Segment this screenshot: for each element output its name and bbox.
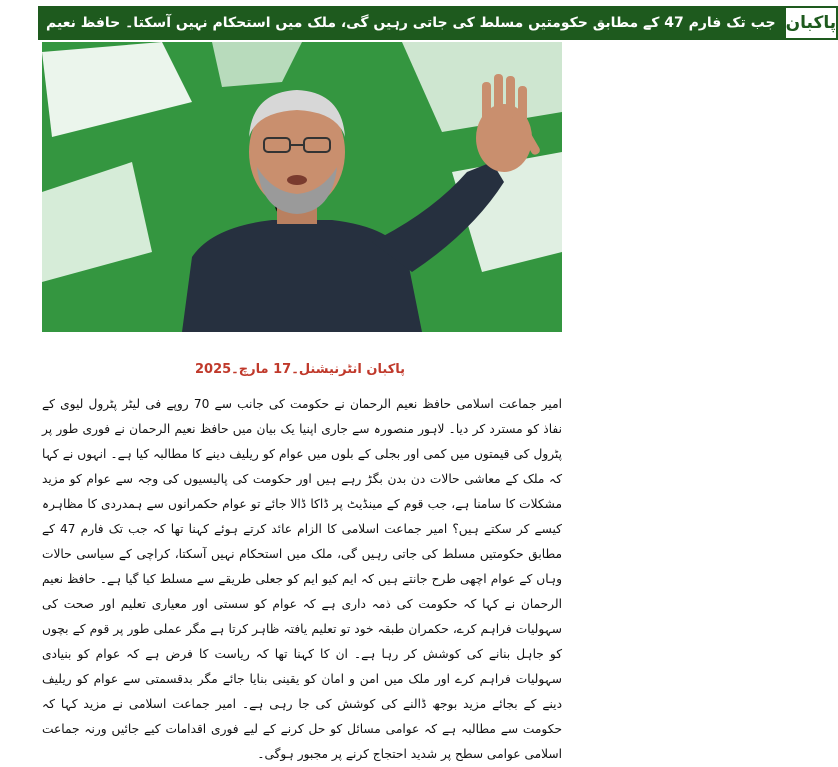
article-dateline: پاکبان انٹرنیشنل۔17 مارچ۔2025 xyxy=(194,362,406,377)
speaker-photo xyxy=(42,42,562,332)
article-body: امیر جماعت اسلامی حافظ نعیم الرحمان نے حکومت کی جانب سے 70 روپے فی لیٹر پٹرول لیوی کے نفاذ کو مسترد کر دیا۔ لاہور منصورہ سے جاری اپنیا یک بیان میں حافظ نعیم الرحمان نے فوری طور پر پٹرول کی قیمتوں میں کمی اور بجلی کے بلوں میں عوام کو ریلیف دینے کا مطالبہ کیا ہے۔ انہوں نے کہا کہ ملک کے معاشی حالات دن بدن بگڑ رہے ہیں اور حکومت کی پالیسیوں کی وجہ سے عوام کو مزید مشکلات کا سامنا ہے، جب قوم کے مینڈیٹ پر ڈاکا ڈالا جائے تو عوام حکمرانوں سے ہمدردی کا مظاہرہ کیسے کر سکتے ہیں؟ امیر جماعت اسلامی کا الزام عائد کرتے ہوئے کہنا تھا کہ جب تک فارم 47 کے مطابق حکومتیں مسلط کی جاتی رہیں گی، ملک میں استحکام نہیں آسکتا، کراچی کے سیاسی حالات وہاں کے عوام اچھی طرح جانتے ہیں کہ ایم کیو ایم کو جعلی طریقے سے مسلط کیا گیا ہے۔ حافظ نعیم الرحمان نے کہا کہ حکومت کی ذمہ داری ہے کہ عوام کو سستی اور معیاری تعلیم اور صحت کی سہولیات فراہم کرے، حکمران طبقہ خود تو تعلیم یافتہ ظاہر کرتا ہے مگر عملی طور پر قوم کے بچوں کو جاہل بنانے کی کوشش کر رہا ہے۔ ان کا کہنا تھا کہ ریاست کا فرض ہے کہ عوام کو بنیادی سہولیات فراہم کرے اور ملک میں امن و امان کو یقینی بنایا جائے مگر بدقسمتی سے عوام کو ریلیف دینے کے بجائے مزید بوجھ ڈالنے کی کوشش کی جا رہی ہے۔ امیر جماعت اسلامی نے مزید کہا کہ حکومت سے مطالبہ ہے کہ عوامی مسائل کو حل کرنے کے لیے فوری اقدامات کیے جائیں ورنہ جماعت اسلامی عوامی سطح پر شدید احتجاج کرنے پر مجبور ہوگی۔ xyxy=(42,397,562,761)
brand-logo: پاکبان xyxy=(784,6,838,40)
headline: جب تک فارم 47 کے مطابق حکومتیں مسلط کی جاتی رہیں گی، ملک میں استحکام نہیں آسکتا۔ حافظ نعیم xyxy=(38,6,784,40)
speaker-photo-illustration xyxy=(42,42,562,332)
header-bar xyxy=(38,6,837,40)
